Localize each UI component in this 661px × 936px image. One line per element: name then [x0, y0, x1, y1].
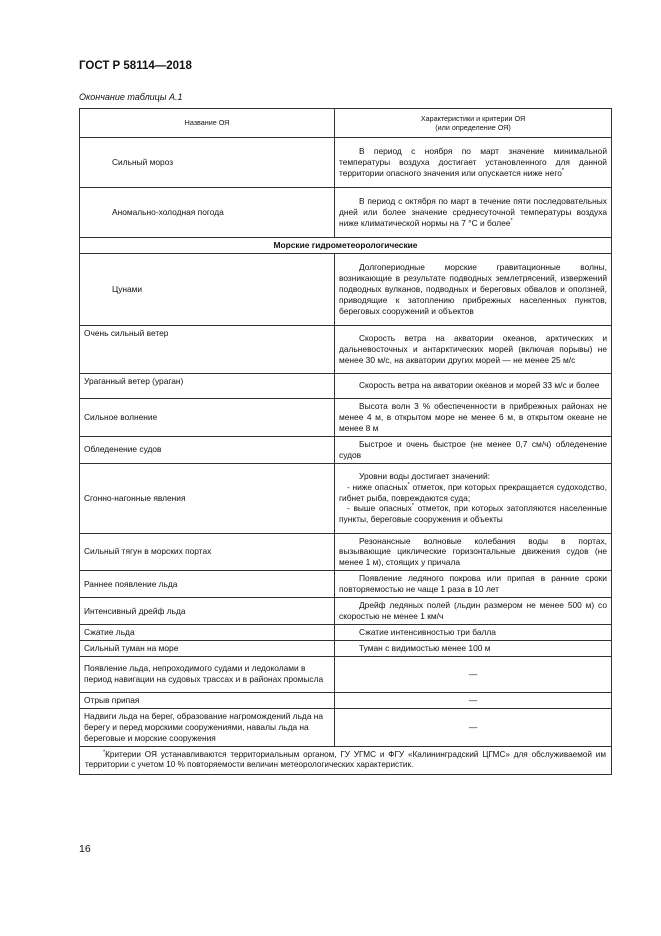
hazard-criteria — [335, 533, 612, 571]
criteria-item-text: отметок, при которых прекращается судоходство, гибнет рыба, повреждаются суда; — [339, 481, 607, 503]
criteria-item — [339, 503, 607, 525]
hazard-name: Аномально-холодная погода — [80, 188, 335, 238]
section-row — [80, 238, 612, 254]
hazard-criteria — [335, 398, 612, 436]
table-row — [80, 640, 612, 656]
hazard-name: Сжатие льда — [80, 624, 335, 640]
table-row — [80, 624, 612, 640]
hazard-name: Сильный туман на море — [80, 640, 335, 656]
hazard-criteria: — — [335, 656, 612, 692]
criteria-text: Дрейф ледяных полей (льдин размером не менее 500 м) со скоростью не менее 1 км/ч — [339, 600, 607, 622]
footnote-mark: * — [561, 168, 564, 175]
hazard-criteria — [335, 253, 612, 325]
table-row — [80, 253, 612, 325]
hazard-name: Надвиги льда на берег, образование нагромождений льда на берегу и перед морскими сооружениями, навалы льда на береговые и морские сооружения — [80, 708, 335, 746]
hazard-criteria — [335, 138, 612, 188]
footnote-mark: * — [103, 748, 106, 755]
hazard-criteria — [335, 188, 612, 238]
table-row — [80, 373, 612, 398]
criteria-text: Скорость ветра на акватории океанов, арктических и дальневосточных и антарктических морей (включая порывы) не менее 30 м/с, на акватории других морей — не менее 25 м/с — [339, 333, 607, 365]
criteria-text: Сжатие интенсивностью три балла — [359, 626, 496, 637]
column-header-line1: Характеристики и критерии ОЯ — [420, 113, 526, 123]
hazard-criteria — [335, 463, 612, 533]
criteria-item — [339, 482, 607, 504]
criteria-text: Высота волн 3 % обеспеченности в прибрежных районах не менее 4 м, в открытом море не менее 6 м, в открытом океане не менее 8 м — [339, 400, 607, 433]
section-title: Морские гидрометеорологические — [80, 238, 612, 254]
table-header-row — [80, 109, 612, 138]
hazard-name: Отрыв припая — [80, 692, 335, 708]
criteria-text: Долгопериодные морские гравитационные волны, возникающие в результате подводных землетрясений, извержений подводных вулканов, подводных и береговых обвалов и оползней, приводящие к затоплению прибрежных населенных пунктов, береговых сооружений и объектов — [339, 262, 607, 316]
table-row — [80, 708, 612, 746]
criteria-text: В период с октября по март в течение пяти последовательных дней или более значение среднесуточной температуры воздуха ниже климатической нормы на 7 °С и более — [339, 196, 607, 228]
hazard-criteria: — — [335, 708, 612, 746]
hazard-criteria — [335, 436, 612, 463]
hazard-name: Сильный тягун в морских портах — [80, 533, 335, 571]
hazard-name: Сильное волнение — [80, 398, 335, 436]
hazard-criteria — [335, 640, 612, 656]
hazard-criteria — [335, 325, 612, 373]
hazard-name: Цунами — [80, 253, 335, 325]
page-number: 16 — [79, 843, 91, 855]
table-row — [80, 188, 612, 238]
hazard-criteria — [335, 571, 612, 598]
criteria-text: В период с ноября по март значение минимальной температуры воздуха достигает установленного для данной территории опасного значения или опускается ниже него — [339, 146, 607, 178]
table-row — [80, 138, 612, 188]
footnote-mark: * — [510, 218, 513, 225]
criteria-item-text: отметок, при которых затопляются населенные пункты, береговые сооружения и объекты — [339, 503, 607, 525]
hazard-table — [79, 108, 612, 775]
column-header-name: Название ОЯ — [80, 109, 335, 138]
table-row — [80, 692, 612, 708]
table-row — [80, 656, 612, 692]
footnote-mark: * — [407, 481, 410, 488]
criteria-text: Появление ледяного покрова или припая в ранние сроки повторяемостью не чаще 1 раза в 10 лет — [339, 573, 607, 595]
table-row — [80, 436, 612, 463]
hazard-criteria — [335, 373, 612, 398]
column-header-characteristics — [335, 109, 612, 138]
column-header-line2: (или определение ОЯ) — [435, 123, 511, 132]
table-row — [80, 571, 612, 598]
table-row — [80, 398, 612, 436]
hazard-name: Сильный мороз — [80, 138, 335, 188]
hazard-name: Сгонно-нагонные явления — [80, 463, 335, 533]
footnote-row — [80, 746, 612, 774]
criteria-item-lead: - выше опасных — [347, 503, 412, 514]
hazard-criteria — [335, 624, 612, 640]
footnote-mark: * — [411, 503, 414, 510]
hazard-criteria — [335, 598, 612, 625]
table-row — [80, 533, 612, 571]
hazard-name: Раннее появление льда — [80, 571, 335, 598]
footnote-text: Критерии ОЯ устанавливаются территориальным органом, ГУ УГМС и ФГУ «Калининградский ЦГМС» для обслуживаемой им территории с учетом 10 % повторяемости величин метеорологических характеристик. — [85, 749, 606, 770]
table-footnote — [80, 746, 612, 774]
table-row — [80, 325, 612, 373]
criteria-text: Быстрое и очень быстрое (не менее 0,7 см/ч) обледенение судов — [339, 438, 607, 460]
hazard-criteria: — — [335, 692, 612, 708]
criteria-text: Туман с видимостью менее 100 м — [359, 642, 491, 653]
hazard-name: Ураганный ветер (ураган) — [80, 373, 335, 398]
table-row — [80, 463, 612, 533]
hazard-name: Очень сильный ветер — [80, 325, 335, 373]
hazard-name: Обледенение судов — [80, 436, 335, 463]
criteria-text: Резонансные волновые колебания воды в портах, вызывающие циклические горизонтальные движения судов (не менее 1 м), стоящих у причала — [339, 535, 607, 568]
table-row — [80, 598, 612, 625]
criteria-item-lead: - ниже опасных — [347, 481, 408, 492]
hazard-name: Интенсивный дрейф льда — [80, 598, 335, 625]
criteria-text: Скорость ветра на акватории океанов и морей 33 м/с и более — [359, 380, 600, 391]
standard-code: ГОСТ Р 58114—2018 — [79, 60, 192, 72]
criteria-intro: Уровни воды достигает значений: — [359, 470, 490, 481]
hazard-name: Появление льда, непроходимого судами и ледоколами в период навигации на судовых трассах и в районах промысла — [80, 656, 335, 692]
table-caption: Окончание таблицы А.1 — [79, 92, 183, 102]
